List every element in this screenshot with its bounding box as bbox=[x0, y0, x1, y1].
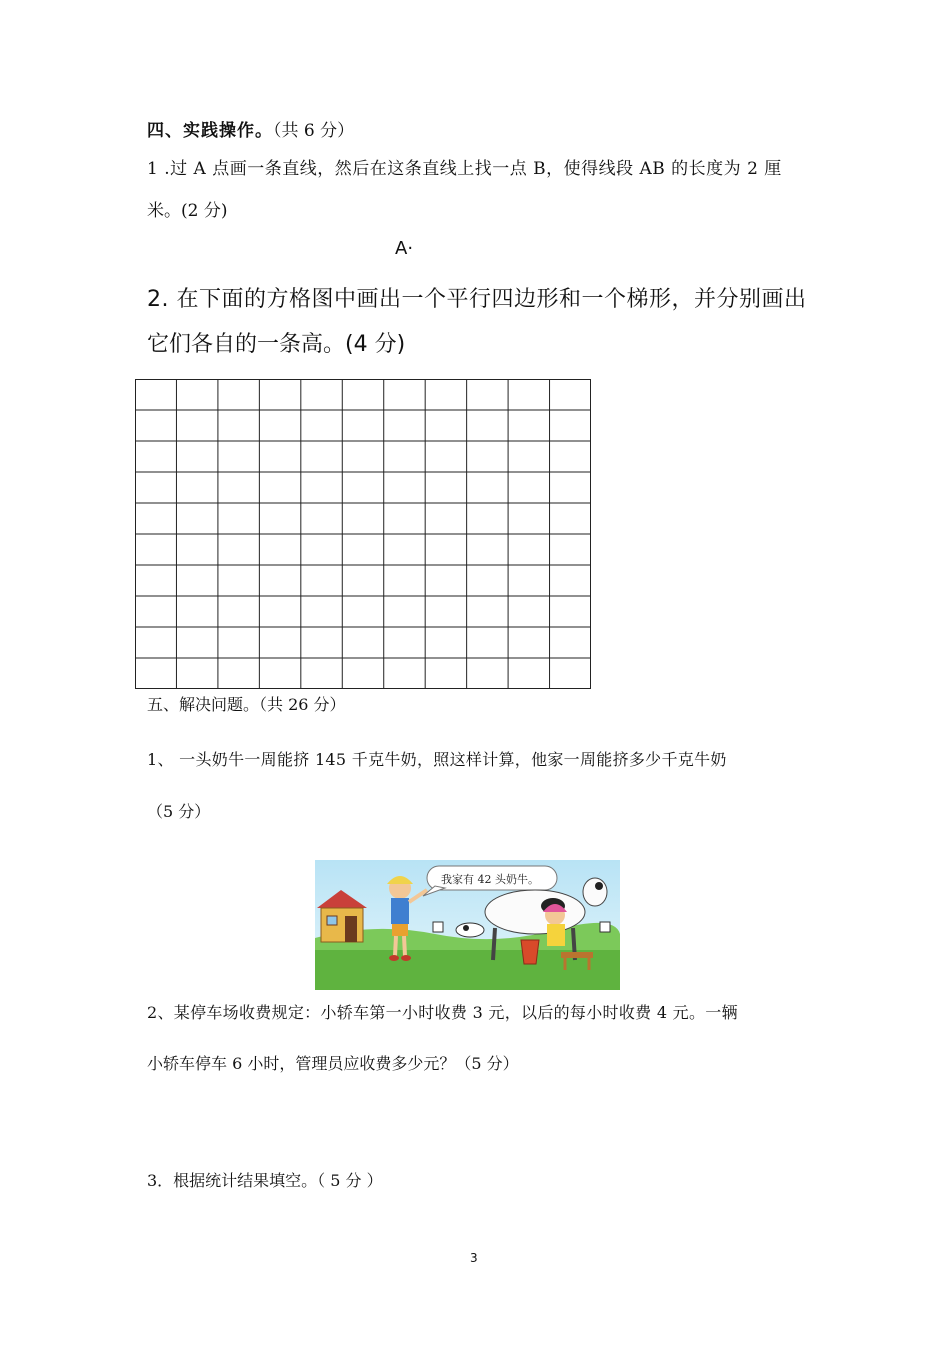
question-2-line-2: 它们各自的一条高。(4 分) bbox=[147, 332, 406, 357]
section-4-heading bbox=[147, 116, 354, 141]
question-1-line-2: 米。(2 分) bbox=[147, 201, 228, 221]
section-5-heading: 五、解决问题。（共 26 分） bbox=[147, 695, 346, 714]
page-number: 3 bbox=[470, 1251, 478, 1265]
point-a-label: A· bbox=[395, 238, 414, 259]
drawing-grid[interactable] bbox=[135, 379, 591, 689]
problem-3: 3．根据统计结果填空。（ 5 分 ） bbox=[147, 1171, 383, 1190]
problem-1-line-1: 1、 一头奶牛一周能挤 145 千克牛奶，照这样计算，他家一周能挤多少千克牛奶 bbox=[147, 750, 727, 769]
farm-illustration bbox=[315, 860, 620, 990]
milk-bucket bbox=[521, 940, 539, 964]
speech-bubble-text: 我家有 42 头奶牛。 bbox=[441, 873, 539, 886]
question-2-line-1: 2. 在下面的方格图中画出一个平行四边形和一个梯形，并分别画出 bbox=[147, 287, 807, 312]
question-1-line-1: 1 .过 A 点画一条直线，然后在这条直线上找一点 B，使得线段 AB 的长度为 2 厘 bbox=[147, 159, 782, 179]
problem-2-line-2: 小轿车停车 6 小时，管理员应收费多少元？（5 分） bbox=[147, 1054, 519, 1073]
problem-1-line-2: （5 分） bbox=[147, 802, 211, 821]
problem-2-line-1: 2、某停车场收费规定：小轿车第一小时收费 3 元，以后的每小时收费 4 元。一辆 bbox=[147, 1003, 738, 1022]
section-4-points: （共 6 分） bbox=[273, 121, 355, 141]
section-4-title: 四、实践操作。 bbox=[147, 121, 273, 141]
